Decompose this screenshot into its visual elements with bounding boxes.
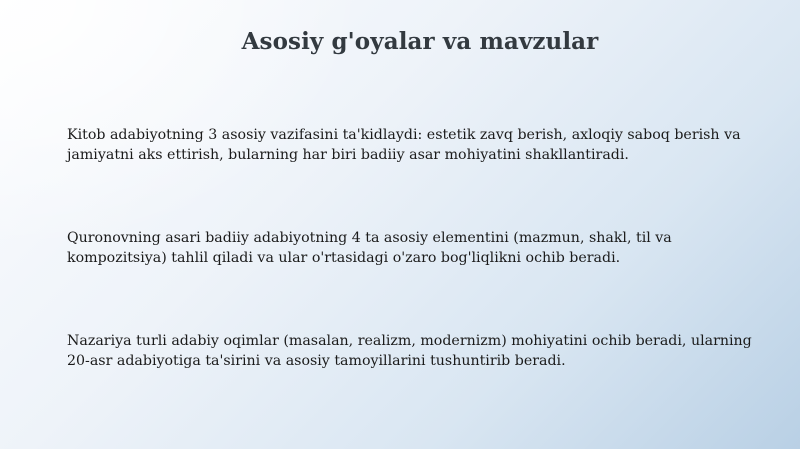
paragraph-literature-functions: Kitob adabiyotning 3 asosiy vazifasini ta'kidlaydi: estetik zavq berish, axloqiy saboq berish va jamiyatni aks ettirish, bularning har biri badiiy asar mohiyatini shakllantiradi. [67,127,741,163]
slide-title: Asosiy g'oyalar va mavzular [241,28,599,55]
paragraph-literary-movements: Nazariya turli adabiy oqimlar (masalan, realizm, modernizm) mohiyatini ochib beradi, ularning 20-asr adabiyotiga ta'sirini va asosiy tamoyillarini tushuntirib beradi. [67,333,752,369]
paragraph-literary-elements: Quronovning asari badiiy adabiyotning 4 ta asosiy elementini (mazmun, shakl, til va kompozitsiya) tahlil qiladi va ular o'rtasidagi o'zaro bog'liqlikni ochib beradi. [67,230,672,266]
